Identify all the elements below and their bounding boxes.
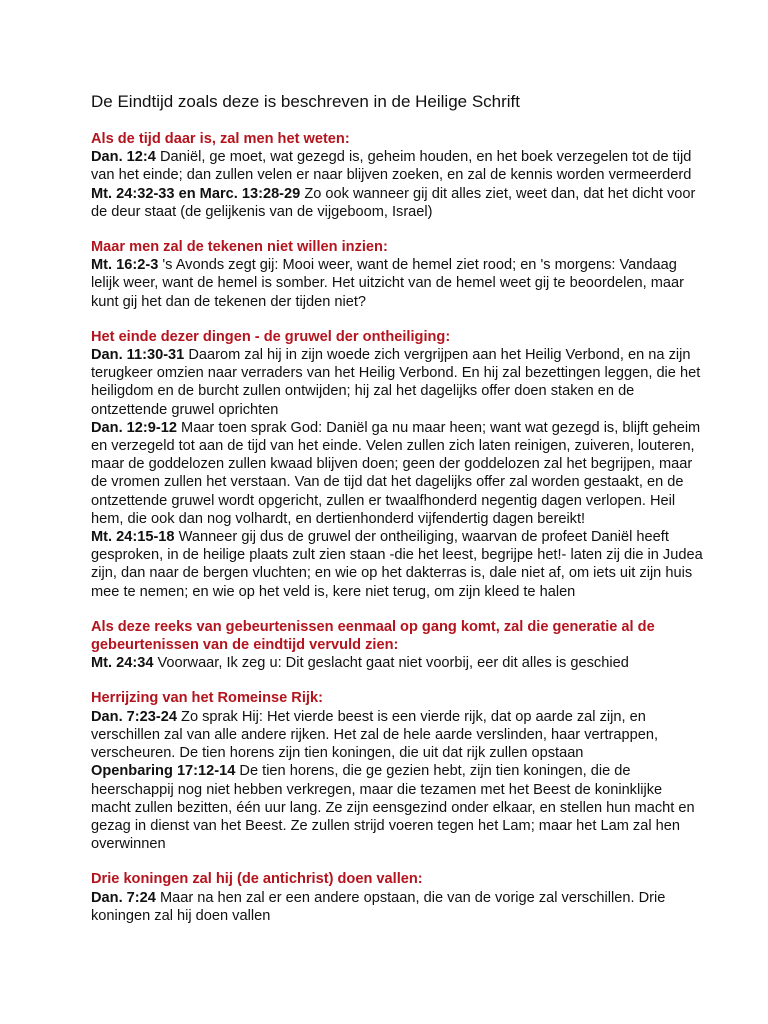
verse-reference: Dan. 12:4 <box>91 149 156 166</box>
verse-reference: Openbaring 17:12-14 <box>91 763 236 780</box>
section-heading: Als de tijd daar is, zal men het weten: <box>91 131 350 147</box>
verse-entry <box>91 185 703 221</box>
verse-entry <box>91 528 703 601</box>
verse-entry <box>91 256 703 311</box>
verse-reference: Dan. 7:24 <box>91 889 156 906</box>
verse-text: Wanneer gij dus de gruwel der ontheiliging, waarvan de profeet Daniël heeft gesproken, in de heilige plaats zult zien staan -die het leest, begrijpe het!- laten zij die in Judea zijn, dan naar de bergen vluchten; en wie op het dakterras is, dale niet af, om iets uit zijn huis mee te nemen; en wie op het veld is, kere niet terug, om zijn kleed te halen <box>91 529 703 600</box>
section-4 <box>91 618 703 673</box>
verse-text: Zo sprak Hij: Het vierde beest is een vierde rijk, dat op aarde zal zijn, en verschillen zal van alle andere rijken. Het zal de hele aarde verslinden, haar vertrappen, verscheuren. De tien horens zijn tien koningen, die uit dat rijk zullen opstaan <box>91 708 659 762</box>
verse-entry <box>91 889 703 925</box>
verse-entry <box>91 419 703 528</box>
verse-reference: Mt. 24:32-33 en Marc. 13:28-29 <box>91 185 301 202</box>
section-1 <box>91 130 703 221</box>
verse-entry <box>91 762 703 853</box>
verse-text: De tien horens, die ge gezien hebt, zijn tien koningen, die de heerschappij nog niet hebben verkregen, maar die tezamen met het Beest de koninklijke macht zullen bezitten, één uur lang. Ze zijn eensgezind onder elkaar, en stellen hun macht en gezag in dienst van het Beest. Ze zullen strijd voeren tegen het Lam; maar het Lam zal hen overwinnen <box>91 763 695 853</box>
section-heading: Maar men zal de tekenen niet willen inzien: <box>91 239 388 256</box>
verse-text: 's Avonds zegt gij: Mooi weer, want de hemel ziet rood; en 's morgens: Vandaag lelijk weer, want de hemel is somber. Het uitzicht van de hemel weet gij te beoordelen, maar kunt gij het dan de tekenen der tijden niet? <box>91 257 684 310</box>
section-heading: Drie koningen zal hij (de antichrist) doen vallen: <box>91 871 423 888</box>
verse-entry <box>91 708 703 763</box>
verse-text: Daarom zal hij in zijn woede zich vergrijpen aan het Heilig Verbond, en na zijn terugkeer omzien naar verraders van het Heilig Verbond. En hij zal bezettingen leggen, die het heiligdom en de burcht zullen ontwijden; hij zal het dagelijks offer doen staken en de ontzettende gruwel oprichten <box>91 347 701 418</box>
section-3 <box>91 328 703 601</box>
verse-entry <box>91 148 703 184</box>
verse-reference: Dan. 12:9-12 <box>91 419 177 436</box>
verse-reference: Mt. 24:34 <box>91 655 154 672</box>
section-heading: Herrijzing van het Romeinse Rijk: <box>91 690 323 707</box>
section-2 <box>91 238 703 311</box>
section-heading: Als deze reeks van gebeurtenissen eenmaal op gang komt, zal die generatie al de gebeurtenissen van de eindtijd vervuld zien: <box>91 618 655 654</box>
section-heading: Het einde dezer dingen - de gruwel der ontheiliging: <box>91 328 451 345</box>
verse-reference: Mt. 16:2-3 <box>91 257 159 274</box>
verse-text: Maar na hen zal er een andere opstaan, die van de vorige zal verschillen. Drie koningen zal hij doen vallen <box>91 889 666 924</box>
verse-entry <box>91 346 703 419</box>
verse-text: Zo ook wanneer gij dit alles ziet, weet dan, dat het dicht voor de deur staat (de gelijkenis van de vijgeboom, Israel) <box>91 185 696 220</box>
section-5 <box>91 689 703 853</box>
verse-entry <box>91 654 703 672</box>
verse-text: Voorwaar, Ik zeg u: Dit geslacht gaat niet voorbij, eer dit alles is geschied <box>153 655 629 672</box>
document-title: De Eindtijd zoals deze is beschreven in de Heilige Schrift <box>91 92 521 111</box>
verse-reference: Mt. 24:15-18 <box>91 529 175 546</box>
verse-text: Maar toen sprak God: Daniël ga nu maar heen; want wat gezegd is, blijft geheim en verzegeld tot aan de tijd van het einde. Velen zullen zich laten reinigen, zuiveren, louteren, maar de goddelozen zullen kwaad blijven doen; geen der goddelozen zal het begrijpen, maar de vromen zullen het verstaan. Van de tijd dat het dagelijks offer zal worden gestaakt, en de ontzettende gruwel wordt opgericht, zullen er twaalfhonderd negentig dagen verlopen. Heil hem, die ook dan nog volhardt, en dertienhonderd vijfendertig dagen bereikt! <box>91 419 701 527</box>
verse-reference: Dan. 11:30-31 <box>91 347 185 364</box>
document-page <box>91 92 703 942</box>
verse-reference: Dan. 7:23-24 <box>91 708 177 725</box>
section-6 <box>91 870 703 925</box>
verse-text: Daniël, ge moet, wat gezegd is, geheim houden, en het boek verzegelen tot de tijd van het einde; dan zullen velen er naar blijven zoeken, en zal de kennis worden vermeerderd <box>91 149 692 184</box>
